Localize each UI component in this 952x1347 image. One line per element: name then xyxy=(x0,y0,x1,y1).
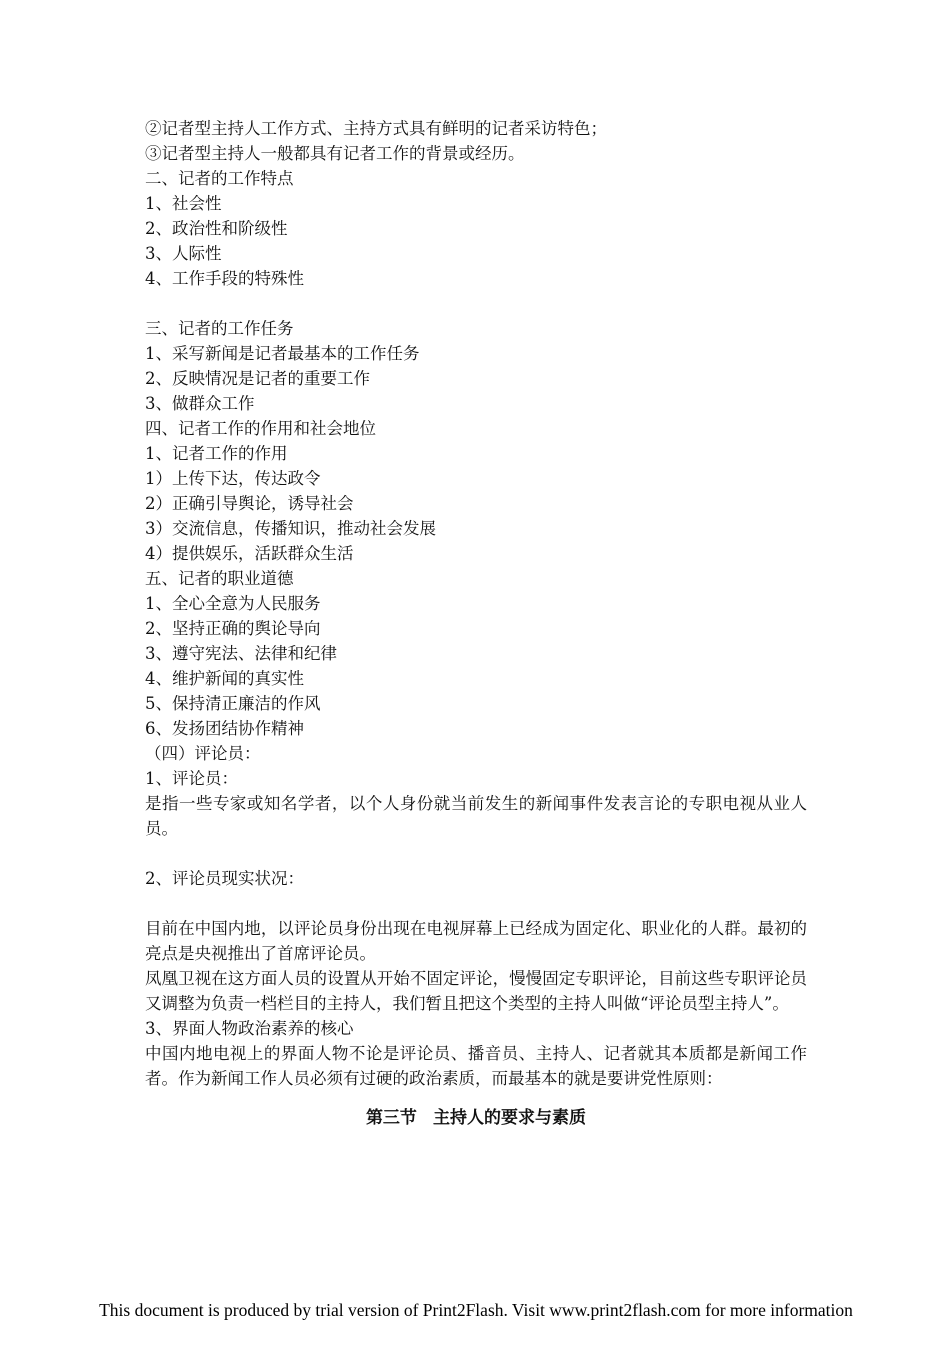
list-item: 1、记者工作的作用 xyxy=(145,444,288,463)
list-item: 3、遵守宪法、法律和纪律 xyxy=(145,644,337,663)
blank-line xyxy=(145,841,815,866)
status-paragraph-1: 目前在中国内地，以评论员身份出现在电视屏幕上已经成为固定化、职业化的人群。最初的亮点是央视推出了首席评论员。 xyxy=(145,919,807,963)
list-item: 4、维护新闻的真实性 xyxy=(145,669,304,688)
list-item: 1、社会性 xyxy=(145,194,222,213)
text-line: ②记者型主持人工作方式、主持方式具有鲜明的记者采访特色； xyxy=(145,119,607,138)
list-item: 2、反映情况是记者的重要工作 xyxy=(145,369,370,388)
blank-line xyxy=(145,891,815,916)
section-title: 二、记者的工作特点 xyxy=(145,169,294,188)
definition-paragraph: 是指一些专家或知名学者，以个人身份就当前发生的新闻事件发表言论的专职电视从业人员。 xyxy=(145,794,807,838)
list-item: 3、做群众工作 xyxy=(145,394,255,413)
list-item: 3、人际性 xyxy=(145,244,222,263)
section-title: 五、记者的职业道德 xyxy=(145,569,294,588)
status-paragraph-2: 凤凰卫视在这方面人员的设置从开始不固定评论，慢慢固定专职评论，目前这些专职评论员又调整为负责一档栏目的主持人，我们暂且把这个类型的主持人叫做“评论员型主持人”。 xyxy=(145,969,807,1013)
blank-line xyxy=(145,291,815,316)
document-body xyxy=(145,116,815,1131)
list-item: 2、坚持正确的舆论导向 xyxy=(145,619,321,638)
list-item: 4、工作手段的特殊性 xyxy=(145,269,304,288)
list-item: 2）正确引导舆论，诱导社会 xyxy=(145,494,354,513)
list-item: 3、界面人物政治素养的核心 xyxy=(145,1019,354,1038)
text-line: ③记者型主持人一般都具有记者工作的背景或经历。 xyxy=(145,144,525,163)
list-item: 5、保持清正廉洁的作风 xyxy=(145,694,321,713)
list-item: 4）提供娱乐，活跃群众生活 xyxy=(145,544,354,563)
section-title: 三、记者的工作任务 xyxy=(145,319,294,338)
section-title: 四、记者工作的作用和社会地位 xyxy=(145,419,376,438)
section-title: （四）评论员： xyxy=(145,744,261,763)
list-item: 2、政治性和阶级性 xyxy=(145,219,288,238)
core-paragraph: 中国内地电视上的界面人物不论是评论员、播音员、主持人、记者就其本质都是新闻工作者。作为新闻工作人员必须有过硬的政治素质，而最基本的就是要讲党性原则： xyxy=(145,1044,807,1088)
list-item: 1、采写新闻是记者最基本的工作任务 xyxy=(145,344,420,363)
list-item: 1、全心全意为人民服务 xyxy=(145,594,321,613)
list-item: 1）上传下达，传达政令 xyxy=(145,469,321,488)
list-item: 1、评论员： xyxy=(145,769,238,788)
list-item: 2、评论员现实状况： xyxy=(145,869,304,888)
trial-watermark-footer: This document is produced by trial version of Print2Flash. Visit www.print2flash.com for more information xyxy=(99,1300,853,1320)
list-item: 6、发扬团结协作精神 xyxy=(145,719,304,738)
chapter-section-heading: 第三节 主持人的要求与素质 xyxy=(365,1108,587,1128)
list-item: 3）交流信息，传播知识，推动社会发展 xyxy=(145,519,436,538)
